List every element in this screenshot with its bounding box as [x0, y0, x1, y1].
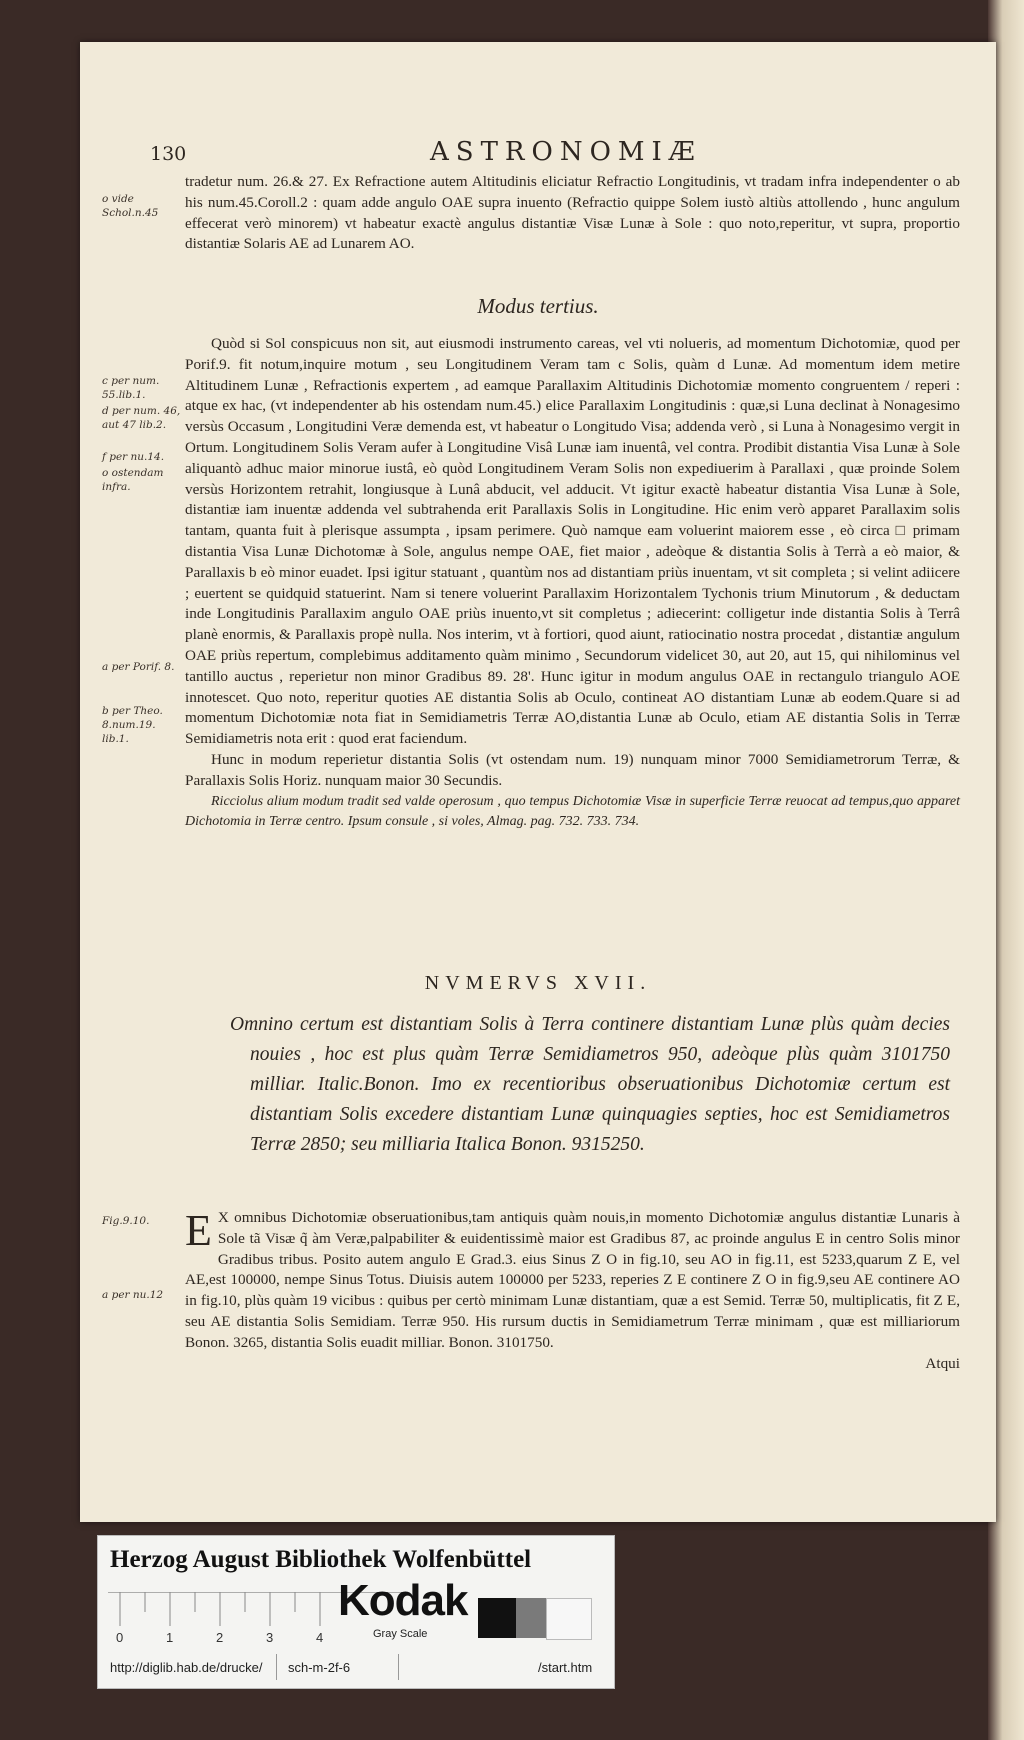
- paragraph-5: X omnibus Dichotomiæ obseruationibus,tam antiquis quàm nouis,in momento Dichotomiæ angulus distantiæ Lunaris à Sole tã Visæ q̃ àm Veræ,palpabiliter & euidentissimè maior est Gradibus 87, ac proinde angulus E in centro Solis minor Gradibus tribus. Posito autem angulo E Grad.3. eius Sinus Z O in fig.10, seu AO in fig.11, est 5233,quarum Z E, vel AE,est 100000, nempe Sinus Totus. Diuisis autem 100000 per 5233, reperies Z E continere Z O in fig.9,seu AE continere AO in fig.10, plùs quàm 19 vicibus : quibus per certò minimam Lunæ distantiam, quæ a est Semid. Terræ 50, multiplicatis, fit Z E, seu AE distantia Solis Semidiam. Terræ 950. His rursum ductis in Semidiametrum Terræ minimam , quæ est milliariorum Bonon. 3265, distantia Solis euadit milliar. Bonon. 3101750.: [185, 1209, 960, 1351]
- margin-note: c per num. 55.lib.1.: [102, 375, 160, 401]
- ruler-label: 2: [216, 1630, 224, 1645]
- running-title: ASTRONOMIÆ: [430, 137, 702, 167]
- margin-note: Fig.9.10.: [102, 1215, 150, 1227]
- ruler-label: 4: [316, 1630, 324, 1645]
- url-id: sch-m-2f-6: [288, 1660, 351, 1675]
- grayscale-swatch-gray: [516, 1598, 546, 1638]
- paragraph-3: Hunc in modum reperietur distantia Solis (vt ostendam num. 19) nunquam minor 7000 Semidiametrorum Terræ, & Parallaxis Solis Horiz. nunquam maior 30 Secundis.: [185, 750, 960, 789]
- divider: [398, 1654, 399, 1680]
- margin-note: b per Theo. 8.num.19. lib.1.: [102, 705, 163, 745]
- paragraph-4: Ricciolus alium modum tradit sed valde operosum , quo tempus Dichotomiæ Visæ in superficie Terræ reuocat ad tempus,quo apparet Dichotomia in Terræ centro. Ipsum consule , si voles, Almag. pag. 732. 733. 734.: [185, 793, 960, 829]
- drop-cap: E: [185, 1206, 212, 1255]
- margin-note: a per Porif. 8.: [102, 661, 175, 673]
- thesis-text: Omnino certum est distantiam Solis à Terra continere distantiam Lunæ plùs quàm decies nouies , hoc est plus quàm Terræ Semidiametros 950, adeòque plùs quàm 3101750 milliar. Italic.Bonon. Imo ex recentioribus obseruationibus Dichotomiæ certum est distantiam Solis excedere distantiam Lunæ quinquagies septies, hoc est Semidiametros Terræ 2850; seu milliaria Italica Bonon. 9315250.: [230, 1014, 950, 1155]
- running-head: [80, 137, 996, 167]
- grayscale-label: Gray Scale: [373, 1628, 428, 1640]
- margin-note: o vide Schol.n.45: [102, 193, 159, 219]
- grayscale-swatch-white: [546, 1598, 592, 1640]
- url-path: http://diglib.hab.de/drucke/: [110, 1660, 263, 1675]
- main-paragraph: [185, 334, 960, 832]
- ruler-label: 1: [166, 1630, 174, 1645]
- intro-text: tradetur num. 26.& 27. Ex Refractione autem Altitudinis eliciatur Refractio Longitudinis, vt tradam infra independenter o ab his num.45.Coroll.2 : quam adde angulo OAE supra inuento (Refractio quippe Solem iustò altiùs attollendo , hunc angulum effecerat verò minorem) vt habeatur exactè angulus distantiæ Visæ Lunæ à Sole : quo noto,reperitur, vt supra, proportio distantiæ Solaris AE ad Lunarem AO.: [185, 173, 960, 253]
- catchword: Atqui: [925, 1354, 960, 1372]
- margin-note: d per num. 46, aut 47 lib.2.: [102, 405, 181, 431]
- paragraph-2: Quòd si Sol conspicuus non sit, aut eiusmodi instrumento careas, vel vti nolueris, ad momentum Dichotomiæ, quod per Porif.9. fit notum,inquire motum , seu Longitudinem Veram tam c Solis, quàm d Lunæ. Ad momentum idem metire Altitudinem Lunæ , Refractionis expertem , ad eamque Parallaxim Altitudinis Dichotomiæ momento congruentem / reperi : atque ex hac, (vt independenter ab his ostendam num.45.) elice Parallaxim Longitudinis : quæ,si Luna declinat à Nonagesimo versùs Occasum , Longitudini Veræ demenda est, vt habeatur o Longitudo Visa; addenda verò , si Luna à Nonagesimo vergit in Ortum. Longitudinem Solis Veram aufer à Longitudine Visâ Lunæ iam inuentâ, vel contra. Prodibit distantia Visa Lunæ à Sole aliquantò adhuc maior minorue iustâ, eò quòd Longitudinem Veram Solis non expediuerim à Parallaxi , quæ proinde Solem versùs Horizontem retrahit, longiusque à Lunâ abducit, vel adducit. Vt igitur exactè habeatur distantia Visa Lunæ à Sole, distantiæ iam inuentæ addenda vel subtrahenda erit Parallaxis Solis in Longitudine. Hic enim verò apparet Parallaxim solis tantam, quanta fuit à plerisque assumpta , ipsam perimere. Quò namque eam voluerint maiorem esse , eò circa □ primam distantia Visa Lunæ Dichotomæ à Sole, angulus nempe OAE, fiet maior , adeòque & distantia Solis à Terrà a eò maior, & Parallaxis b eò minor euadet. Ipsi igitur statuant , quantùm nos ad distantiam priùs inuentam, vt sit completa ; si velint adiicere ; euertent se quidquid statuerint. Nam si tenere voluerint Parallaxim Horizontalem Tychonis trium Minutorum , & deductam inde Longitudinis Parallaxim angulo OAE priùs inuento,vt sit completus ; adiecerint: colligetur inde distantia Solis à Terrâ planè enormis, & Parallaxis propè nulla. Nos interim, vt à fortiori, quod aiunt, ratiocinatio nostra procedat , distantiæ angulum OAE priùs repertum, complebimus additamento quàm minimo , Secundorum videlicet 30, aut 20, aut 15, qui nihilominus vel tantillo auctus , reperietur non minor Gradibus 89. 28'. Hunc igitur in modum angulus OAE in rectangulo triangulo AOE innotescet. Quo noto, reperitur quoties AE distantia Solis ab Oculo, contineat AO distantiam Lunæ ab eodem.Quare si ad momentum Dichotomiæ nota fiat in Semidiametris Terræ AO,distantia Lunæ ab Oculo, etiam AE distantia Solis in Terræ Semidiametris nota erit : quod erat faciendum.: [185, 335, 960, 748]
- grayscale-swatch-black: [478, 1598, 516, 1638]
- ruler-label: 0: [116, 1630, 124, 1645]
- kodak-logo: Kodak: [338, 1576, 468, 1625]
- section-heading: NVMERVS XVII.: [424, 972, 652, 994]
- divider: [276, 1654, 277, 1680]
- thesis-block: [230, 1010, 950, 1160]
- library-color-strip: [97, 1535, 615, 1689]
- ruler-label: 3: [266, 1630, 274, 1645]
- intro-paragraph: [185, 172, 960, 255]
- margin-note: o ostendam infra.: [102, 467, 164, 493]
- numerus-paragraph: [185, 1208, 960, 1374]
- library-name: Herzog August Bibliothek Wolfenbüttel: [110, 1546, 532, 1573]
- page-number: 130: [150, 143, 187, 165]
- book-page: [80, 42, 996, 1522]
- margin-note: a per nu.12: [102, 1289, 164, 1301]
- subheading: Modus tertius.: [477, 294, 599, 318]
- margin-note: f per nu.14.: [102, 451, 165, 463]
- ruler-labels: [108, 1630, 408, 1646]
- url-file: /start.htm: [538, 1660, 593, 1675]
